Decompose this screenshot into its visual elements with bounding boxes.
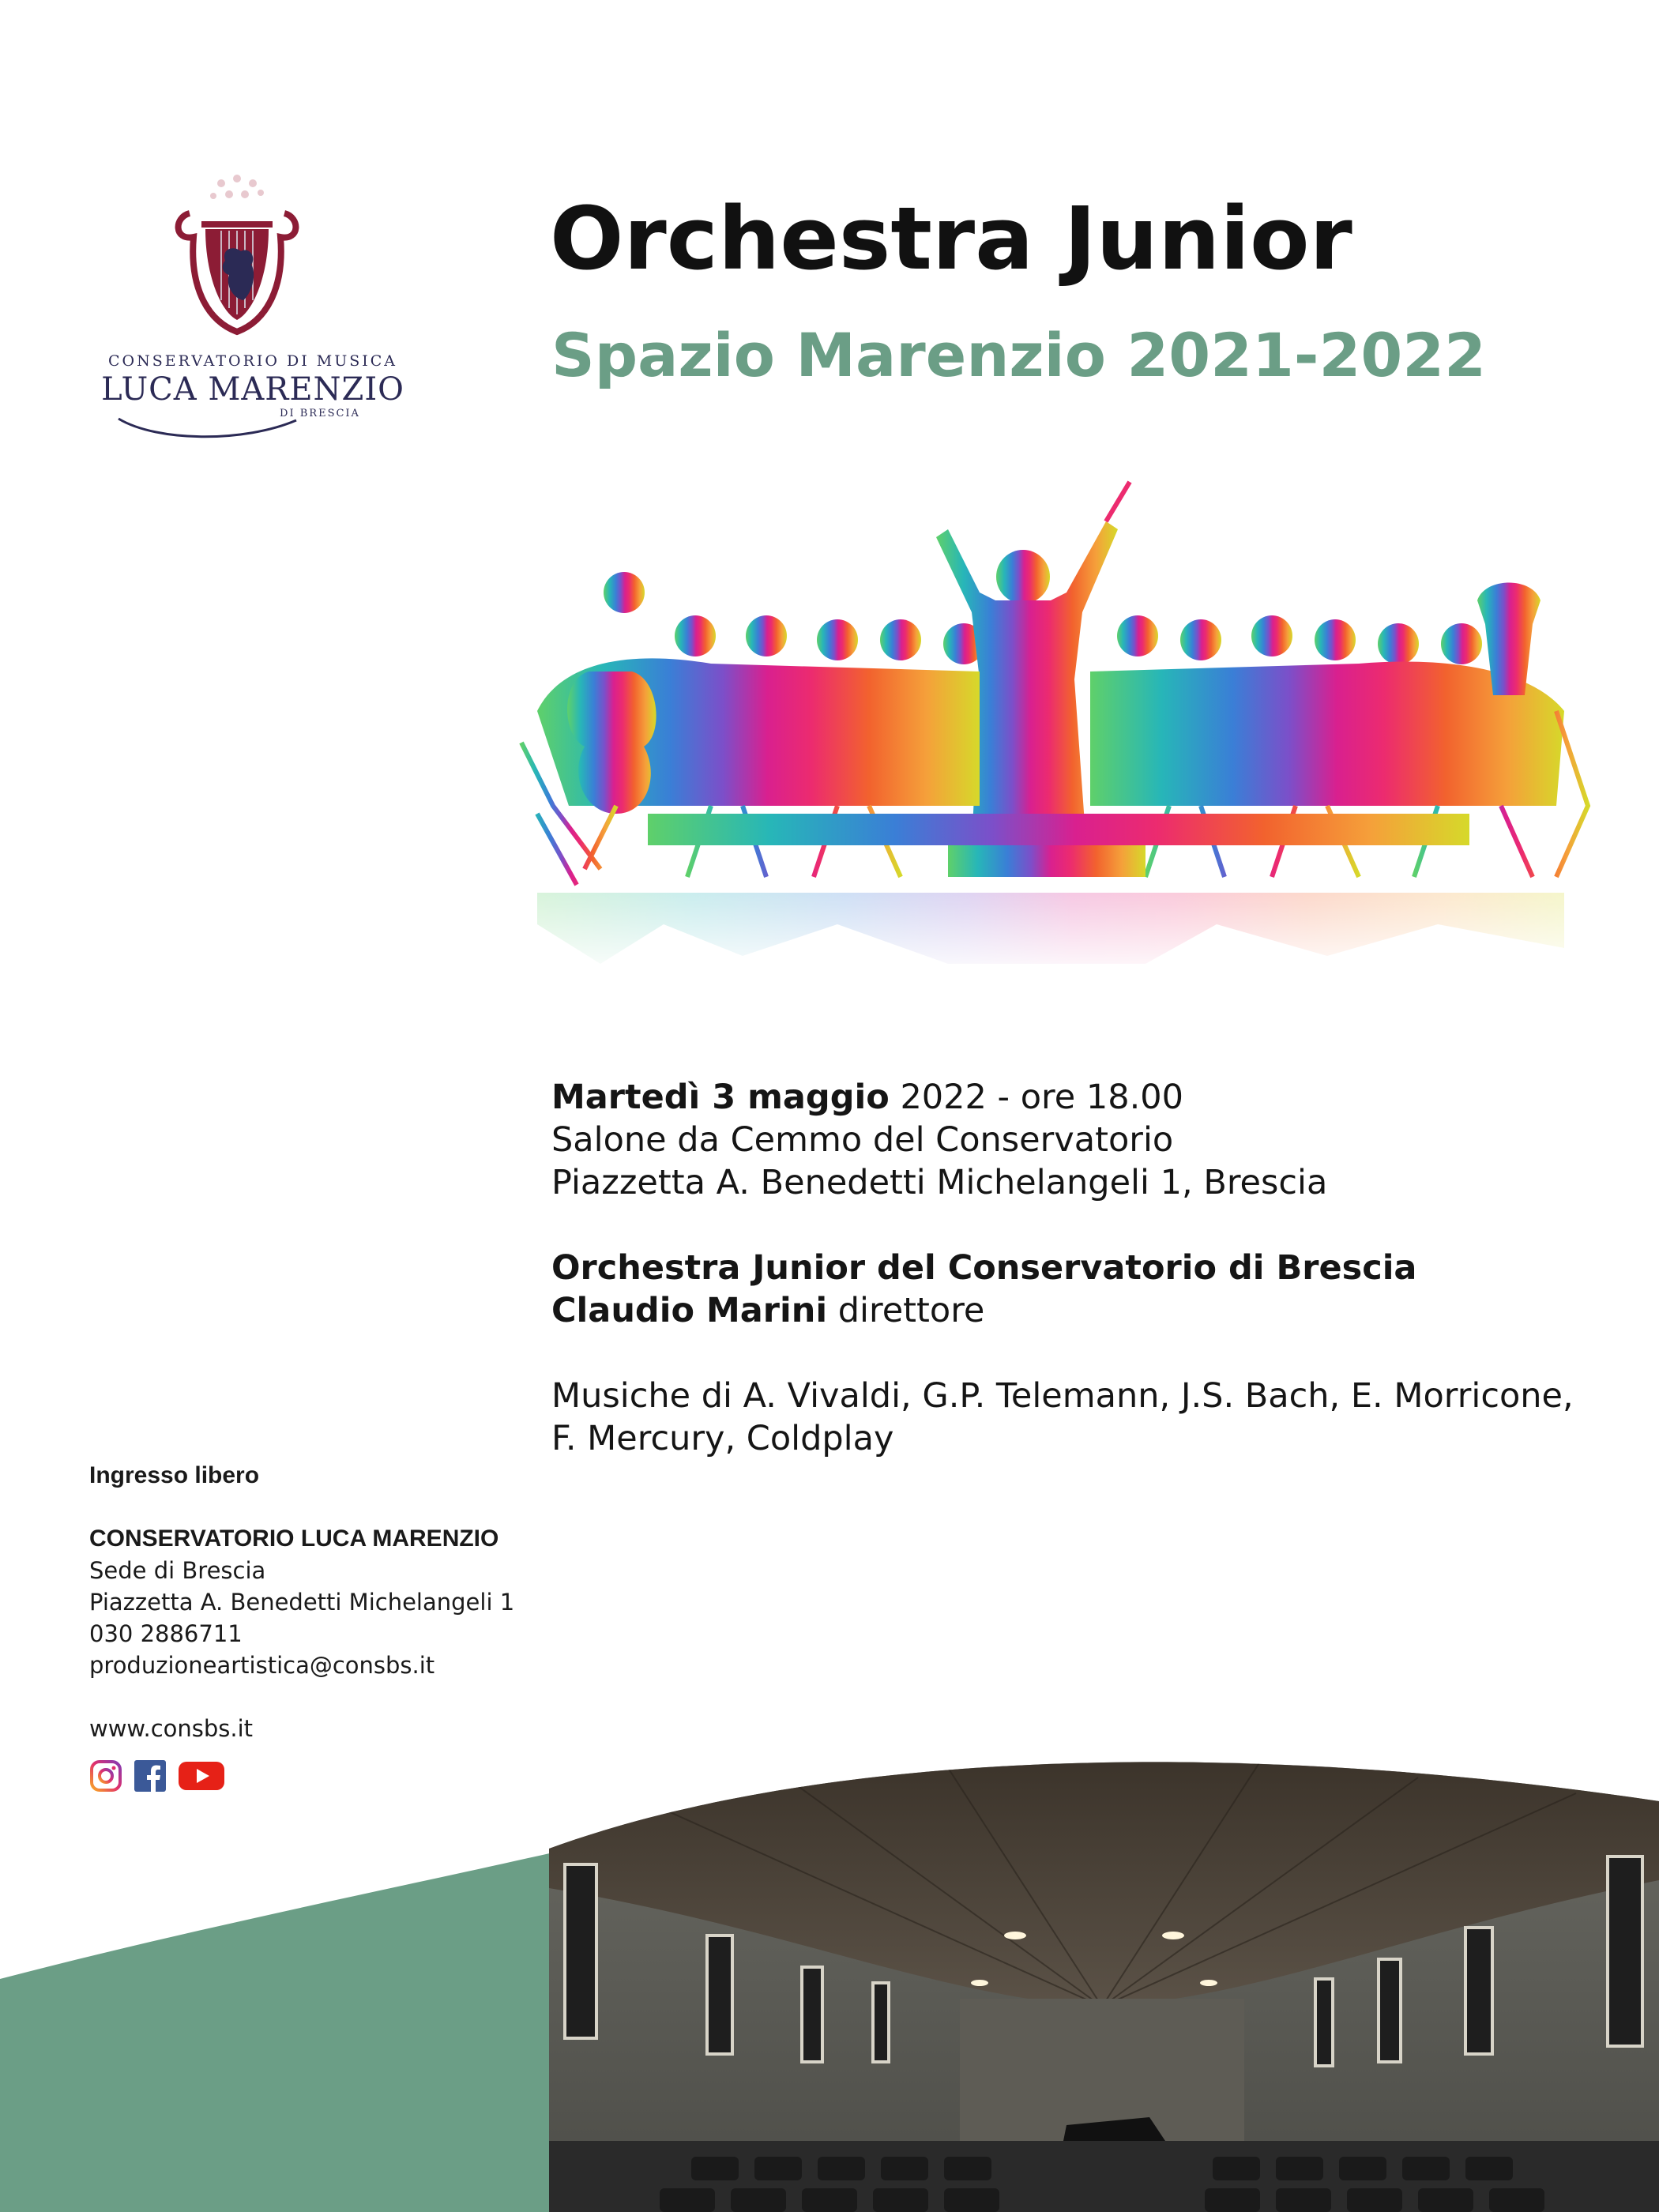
ensemble-name: Orchestra Junior del Conservatorio di Brescia <box>551 1248 1417 1288</box>
event-date-time: Martedì 3 maggio 2022 - ore 18.00 <box>551 1078 1183 1117</box>
contact-info <box>89 1460 532 1744</box>
organization-address: Piazzetta A. Benedetti Michelangeli 1 <box>89 1589 515 1616</box>
organization-website[interactable]: www.consbs.it <box>89 1715 254 1742</box>
season-subtitle: Spazio Marenzio 2021-2022 <box>551 320 1486 390</box>
event-details <box>551 1076 1610 1460</box>
organization-phone: 030 2886711 <box>89 1620 243 1647</box>
logo-text-city: DI BRESCIA <box>280 408 360 419</box>
event-venue: Salone da Cemmo del Conservatorio <box>551 1120 1174 1160</box>
conservatory-logo <box>95 174 411 442</box>
instagram-icon[interactable] <box>89 1759 122 1793</box>
page-title: Orchestra Junior <box>550 188 1352 289</box>
green-wave-decoration <box>0 1841 553 2212</box>
lyre-lion-emblem <box>95 174 411 348</box>
organization-email[interactable]: produzioneartistica@consbs.it <box>89 1652 435 1679</box>
facebook-icon[interactable] <box>134 1759 167 1793</box>
youtube-icon[interactable] <box>178 1759 225 1793</box>
conductor: Claudio Marini direttore <box>551 1291 985 1330</box>
program-line-2: F. Mercury, Coldplay <box>551 1419 894 1458</box>
logo-text-top: CONSERVATORIO DI MUSICA <box>107 352 398 370</box>
admission-note: Ingresso libero <box>89 1462 260 1488</box>
concert-hall-photo <box>549 1746 1659 2212</box>
orchestra-silhouette-illustration <box>506 474 1596 980</box>
social-links <box>89 1759 225 1793</box>
logo-swash <box>111 411 300 442</box>
event-address: Piazzetta A. Benedetti Michelangeli 1, Brescia <box>551 1163 1328 1202</box>
program-line-1: Musiche di A. Vivaldi, G.P. Telemann, J.S. Bach, E. Morricone, <box>551 1376 1574 1416</box>
organization-seat: Sede di Brescia <box>89 1557 266 1584</box>
logo-text-name: LUCA MARENZIO <box>101 371 404 408</box>
organization-name: CONSERVATORIO LUCA MARENZIO <box>89 1525 499 1552</box>
